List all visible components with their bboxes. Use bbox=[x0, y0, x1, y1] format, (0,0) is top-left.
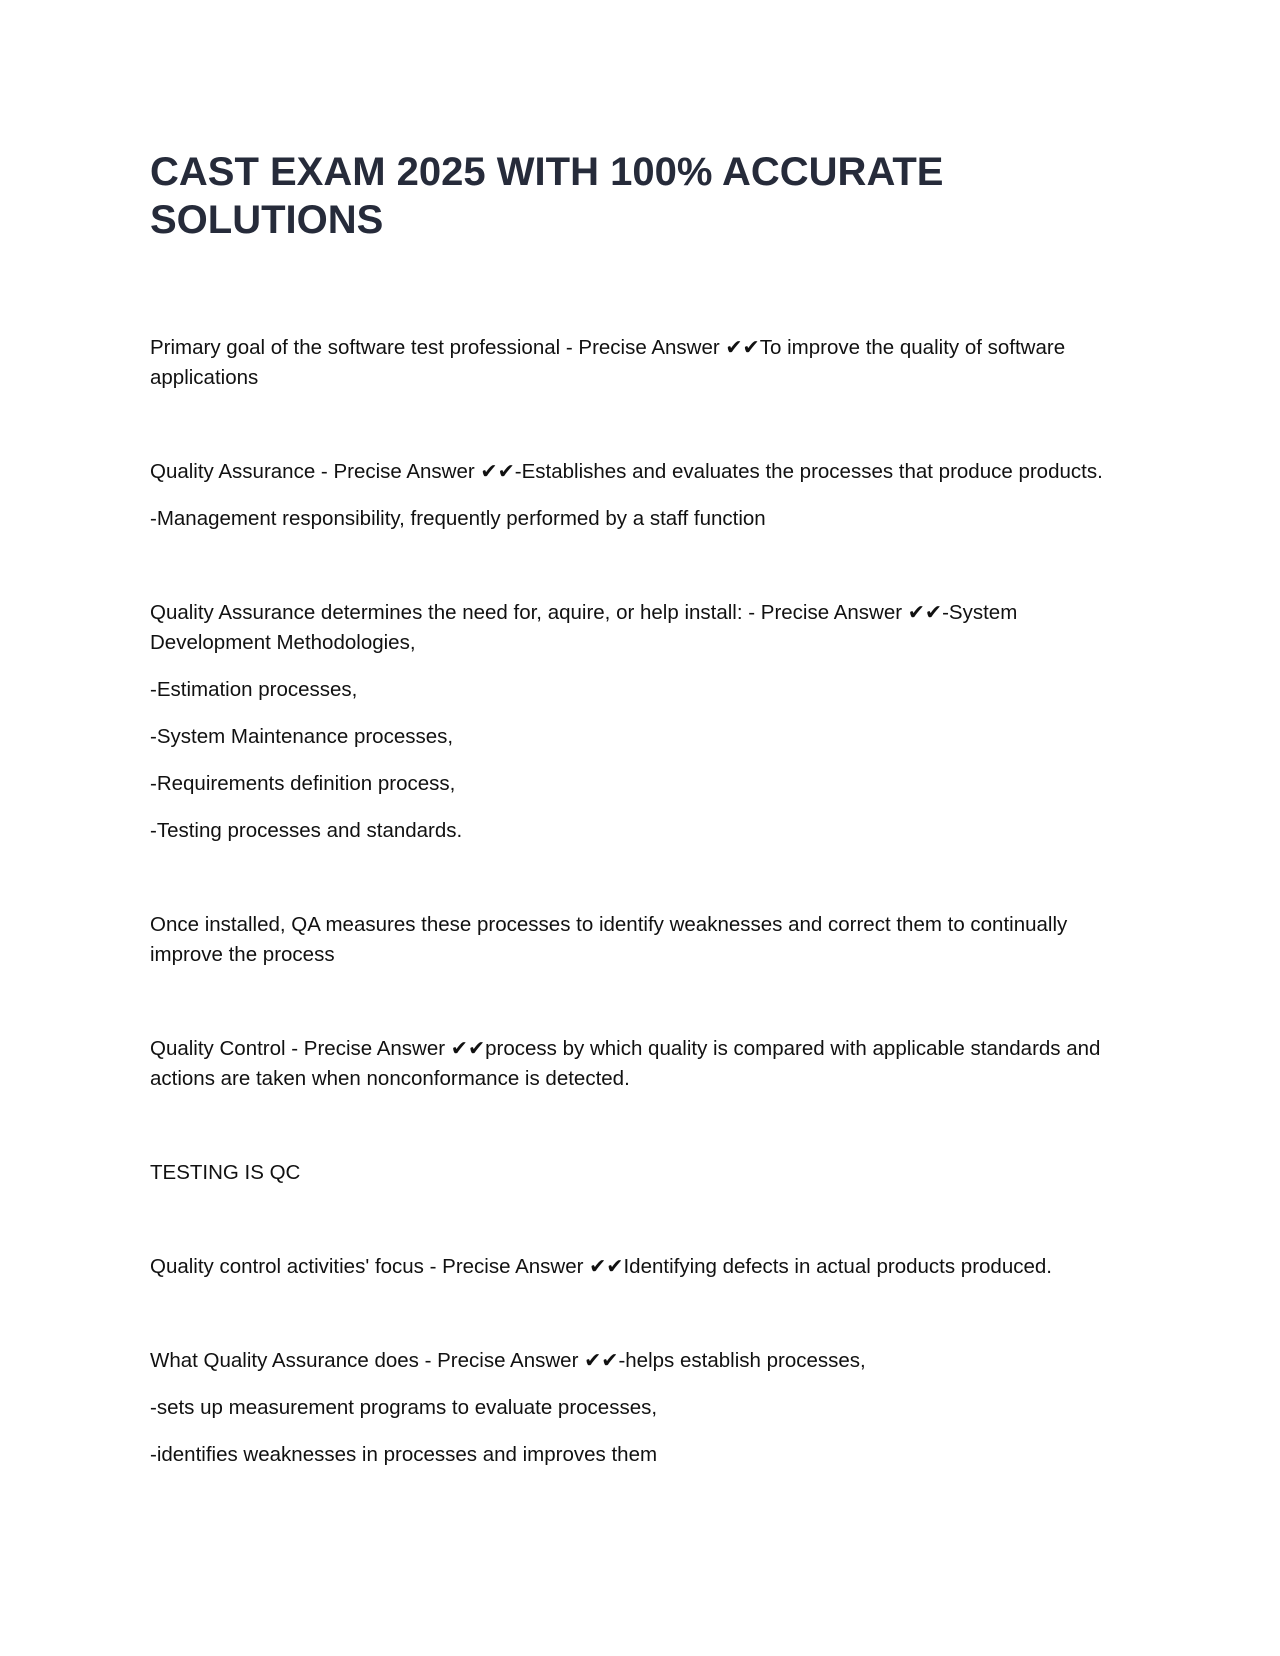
qa-entry-quality-assurance bbox=[150, 457, 1135, 534]
entry-text: TESTING IS QC bbox=[150, 1161, 301, 1184]
entry-text: -Requirements definition process, bbox=[150, 772, 456, 795]
entry-text: -Estimation processes, bbox=[150, 678, 358, 701]
entry-text: Quality control activities' focus - Precise Answer ✔✔Identifying defects in actual products produced. bbox=[150, 1255, 1052, 1278]
entry-text: -Testing processes and standards. bbox=[150, 819, 463, 842]
entry-text: -identifies weaknesses in processes and improves them bbox=[150, 1443, 658, 1466]
entry-text: Once installed, QA measures these processes to identify weaknesses and correct them to continually improve the process bbox=[150, 913, 1068, 966]
entry-text: -sets up measurement programs to evaluate processes, bbox=[150, 1396, 658, 1419]
entry-text: Quality Assurance - Precise Answer ✔✔-Establishes and evaluates the processes that produce products. bbox=[150, 460, 1103, 483]
qa-entry-testing-is-qc bbox=[150, 1158, 1135, 1188]
entry-text: Primary goal of the software test professional - Precise Answer ✔✔To improve the quality of software applications bbox=[150, 336, 1066, 389]
qa-entry-what-qa-does bbox=[150, 1346, 1135, 1470]
qa-entry-once-installed bbox=[150, 910, 1135, 970]
qa-entry-quality-control bbox=[150, 1034, 1135, 1094]
document-title: CAST EXAM 2025 WITH 100% ACCURATE SOLUTIONS bbox=[150, 150, 944, 242]
entry-text: Quality Control - Precise Answer ✔✔process by which quality is compared with applicable standards and actions are taken when nonconformance is detected. bbox=[150, 1037, 1101, 1090]
document-content bbox=[150, 148, 1135, 1470]
entry-text: -Management responsibility, frequently performed by a staff function bbox=[150, 507, 766, 530]
entry-text: -System Maintenance processes, bbox=[150, 725, 454, 748]
qa-entry-qc-focus bbox=[150, 1252, 1135, 1282]
qa-entry-qa-determines bbox=[150, 598, 1135, 846]
entry-text: Quality Assurance determines the need for, aquire, or help install: - Precise Answer ✔✔-System Development Methodologies, bbox=[150, 601, 1018, 654]
qa-entry-primary-goal bbox=[150, 333, 1135, 393]
entries-list bbox=[150, 333, 1135, 1470]
entry-text: What Quality Assurance does - Precise Answer ✔✔-helps establish processes, bbox=[150, 1349, 866, 1372]
